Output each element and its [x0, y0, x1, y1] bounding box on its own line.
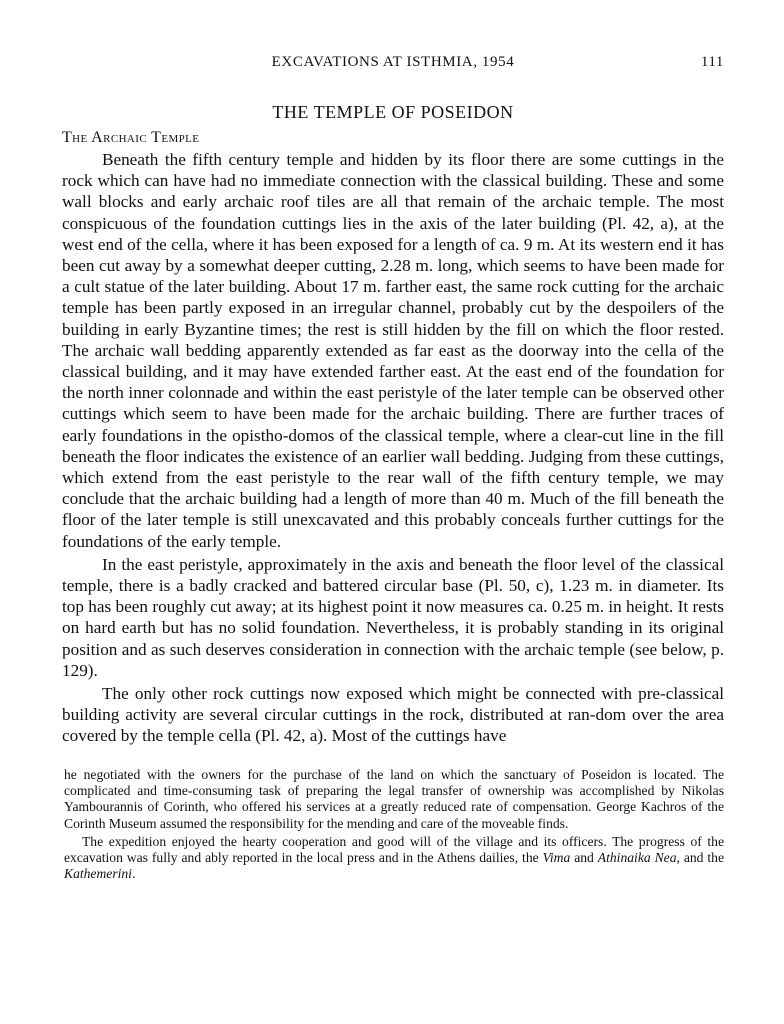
footnote-paragraph-2	[64, 834, 724, 883]
newspaper-athinaika-nea: Athinaika Nea	[597, 850, 677, 866]
footnotes	[62, 767, 724, 883]
footnote-text: .	[131, 866, 136, 882]
body-paragraph-3: The only other rock cuttings now exposed which might be connected with pre-classical building activity are several circular cuttings in the rock, distributed at ran-dom over the area covered by the temple cella (Pl. 42, a). Most of the cuttings have	[62, 684, 724, 746]
running-title: EXCAVATIONS AT ISTHMIA, 1954	[271, 54, 515, 70]
body-paragraph-2: In the east peristyle, approximately in the axis and beneath the floor level of the classical temple, there is a badly cracked and battered circular base (Pl. 50, c), 1.23 m. in diameter. Its top has been roughly cut away; at its highest point it now measures ca. 0.25 m. in height. It rests on hard earth but has no solid foundation. Nevertheless, it is probably standing in its original position and as such deserves consideration in connection with the archaic temple (see below, p. 129).	[62, 554, 724, 680]
section-title: THE TEMPLE OF POSEIDON	[272, 102, 514, 122]
subsection-title: The Archaic Temple	[62, 129, 200, 146]
page-number: 111	[700, 54, 724, 70]
page	[62, 54, 724, 883]
newspaper-kathemerini: Kathemerini	[64, 866, 132, 882]
footnote-text: and	[570, 850, 598, 866]
footnote-paragraph-1: he negotiated with the owners for the purchase of the land on which the sanctuary of Poseidon is located. The complicated and time-consuming task of preparing the legal transfer of ownership was accomplished by Nikolas Yambourannis of Corinth, who offered his services at a greatly reduced rate of compensation. George Kachros of the Corinth Museum assumed the responsibility for the mending and care of the moveable finds.	[64, 766, 724, 831]
footnote-text: , and the	[676, 850, 725, 866]
running-head	[62, 54, 724, 82]
newspaper-vima: Vima	[542, 850, 571, 866]
footnote-text: The expedition enjoyed the hearty cooperation and good will of the village and its officers. The progress of the excavation was fully and ably reported in the local press and in the Athens dailies, the	[64, 833, 724, 866]
body-paragraph-1: Beneath the fifth century temple and hidden by its floor there are some cuttings in the rock which can have had no immediate connection with the classical building. These and some wall blocks and early archaic roof tiles are all that remain of the archaic temple. The most conspicuous of the foundation cuttings lies in the axis of the later building (Pl. 42, a), at the west end of the cella, where it has been exposed for a length of ca. 9 m. At its western end it has been cut away by a somewhat deeper cutting, 2.28 m. long, which seems to have been made for a cult statue of the later building. About 17 m. farther east, the same rock cutting for the archaic temple has been partly exposed in an irregular channel, probably cut by the despoilers of the building in early Byzantine times; the rest is still hidden by the fill on which the floor rested. The archaic wall bedding apparently extended as far east as the doorway into the cella of the classical building, and it may have extended farther east. At the east end of the foundation for the north inner colonnade and within the east peristyle of the later temple can be observed other cuttings which seem to have been made for the archaic building. There are further traces of early foundations in the opistho-domos of the classical temple, where a clear-cut line in the fill beneath the floor indicates the existence of an earlier wall bedding. Judging from these cuttings, which extend from the east peristyle to the rear wall of the fifth century temple, we may conclude that the archaic building had a length of more than 40 m. Much of the fill beneath the floor of the later temple is still unexcavated and this probably conceals further cuttings for the foundations of the early temple.	[62, 150, 724, 551]
